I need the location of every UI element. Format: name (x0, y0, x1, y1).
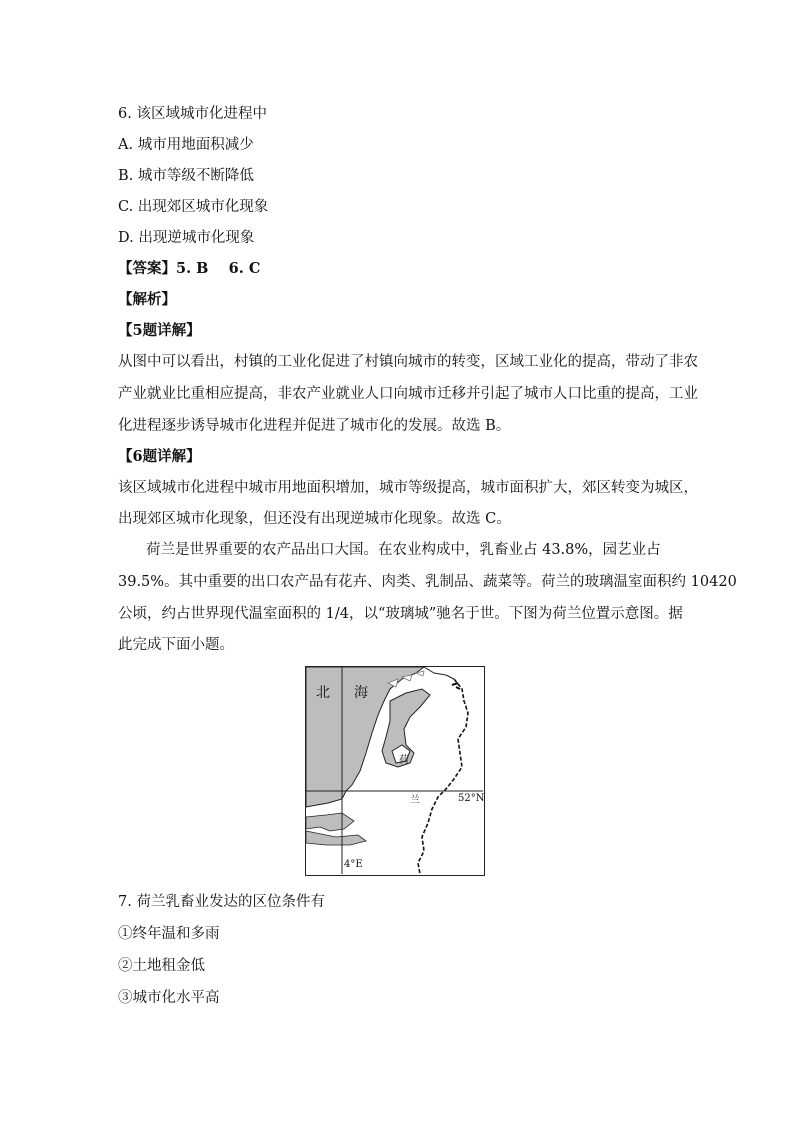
map-graphic (306, 667, 483, 874)
analysis-heading: 【解析】 (118, 291, 176, 308)
map-label-bei: 北 (316, 685, 330, 701)
passage-line: 公顷，约占世界现代温室面积的 1/4，以“玻璃城”驰名于世。下图为荷兰位置示意图。据 (118, 606, 683, 622)
q6-detail-line: 出现郊区城市化现象，但还没有出现逆城市化现象。故选 C。 (118, 511, 511, 527)
passage-line: 39.5%。其中重要的出口农产品有花卉、肉类、乳制品、蔬菜等。荷兰的玻璃温室面积约 10420 (118, 574, 737, 590)
netherlands-location-map (305, 666, 485, 876)
q6-option-a: A. 城市用地面积减少 (118, 137, 254, 153)
map-label-he: 荷 (399, 755, 409, 766)
q5-detail-line: 产业就业比重相应提高，非农产业就业人口向城市迁移并引起了城市人口比重的提高，工业 (118, 386, 698, 402)
latitude-label: 52°N (458, 793, 485, 804)
q6-detail-line: 该区域城市化进程中城市用地面积增加，城市等级提高，城市面积扩大，郊区转变为城区， (118, 480, 698, 496)
answer-line: 【答案】5. B 6. C (118, 260, 261, 277)
passage-line: 此完成下面小题。 (118, 637, 234, 653)
longitude-label: 4°E (344, 859, 363, 870)
q7-item: ③城市化水平高 (118, 990, 220, 1006)
q6-detail-heading: 【6题详解】 (118, 448, 201, 465)
q6-option-b: B. 城市等级不断降低 (118, 168, 254, 184)
q5-detail-line: 化进程逐步诱导城市化进程并促进了城市化的发展。故选 B。 (118, 418, 511, 434)
q7-item: ②土地租金低 (118, 958, 205, 974)
q5-detail-heading: 【5题详解】 (118, 322, 201, 339)
q5-detail-line: 从图中可以看出，村镇的工业化促进了村镇向城市的转变，区域工业化的提高，带动了非农 (118, 354, 698, 370)
q6-option-c: C. 出现郊区城市化现象 (118, 199, 269, 215)
q6-option-d: D. 出现逆城市化现象 (118, 230, 255, 246)
q6-stem: 6. 该区域城市化进程中 (118, 106, 267, 122)
q7-item: ①终年温和多雨 (118, 926, 220, 942)
q7-stem: 7. 荷兰乳畜业发达的区位条件有 (118, 894, 325, 910)
passage-line: 荷兰是世界重要的农产品出口大国。在农业构成中，乳畜业占 43.8%，园艺业占 (146, 542, 661, 558)
map-label-lan: 兰 (410, 795, 420, 806)
map-label-hai: 海 (354, 685, 368, 701)
